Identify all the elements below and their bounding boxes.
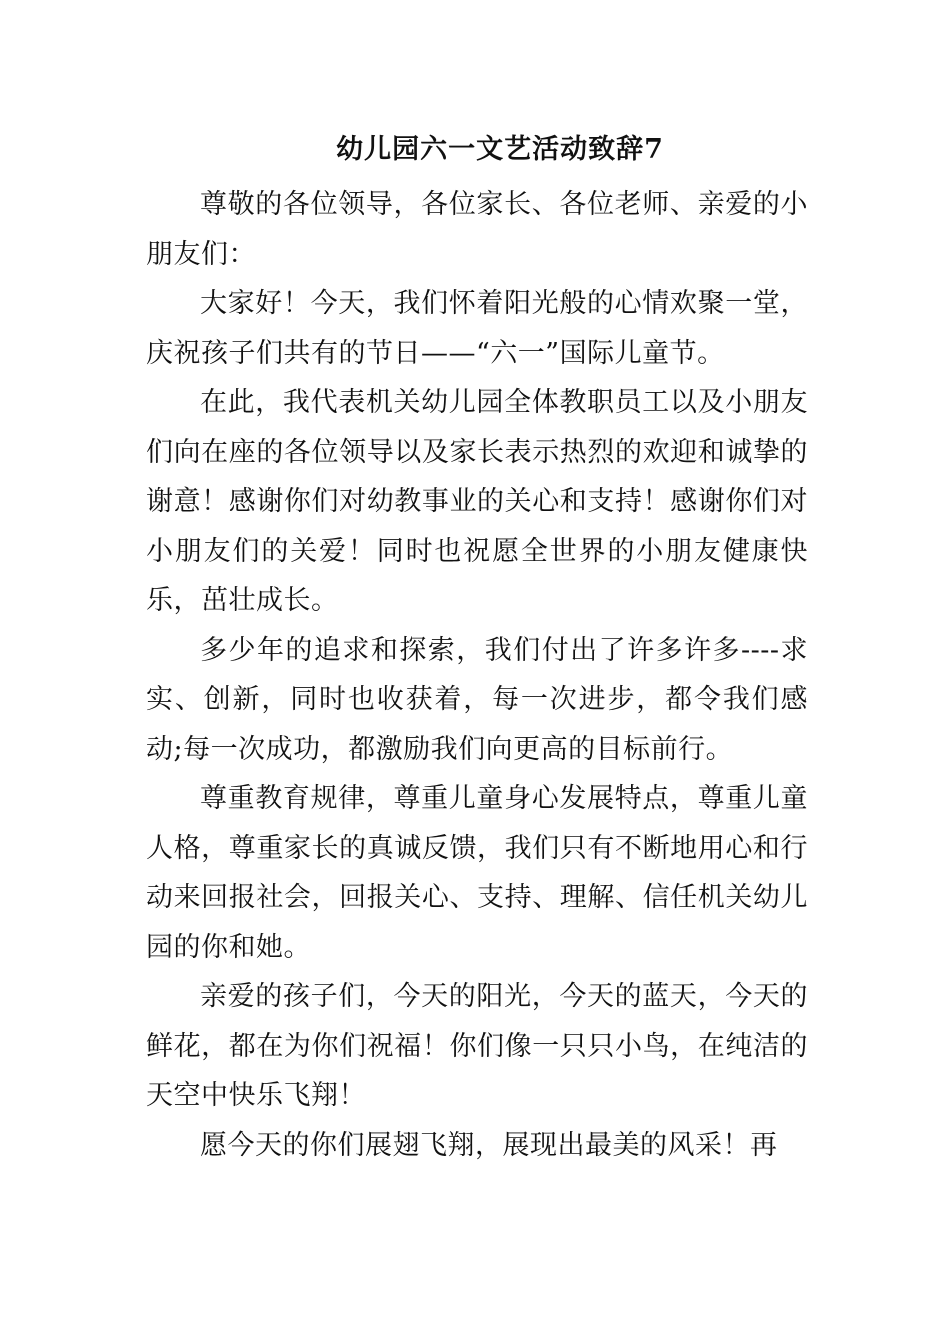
paragraph-respect: 尊重教育规律，尊重儿童身心发展特点，尊重儿童人格，尊重家长的真诚反馈，我们只有不断地用心和行动来回报社会，回报关心、支持、理解、信任机关幼儿园的你和她。 [146,783,808,963]
paragraph-pursuit: 多少年的追求和探索，我们付出了许多许多----求实、创新，同时也收获着，每一次进步，都令我们感动;每一次成功，都激励我们向更高的目标前行。 [146,634,808,765]
paragraph-wishes: 愿今天的你们展翅飞翔，展现出最美的风采！再 [200,1129,778,1161]
paragraph-greeting: 尊敬的各位领导，各位家长、各位老师、亲爱的小朋友们： [146,189,808,270]
document-body [146,180,808,1170]
document-title: 幼儿园六一文艺活动致辞7 [336,134,664,165]
paragraph-welcome: 大家好！今天，我们怀着阳光般的心情欢聚一堂，庆祝孩子们共有的节日——“六一”国际儿童节。 [146,288,808,369]
paragraph-thanks: 在此，我代表机关幼儿园全体教职员工以及小朋友们向在座的各位领导以及家长表示热烈的欢迎和诚挚的谢意！感谢你们对幼教事业的关心和支持！感谢你们对小朋友们的关爱！同时也祝愿全世界的小朋友健康快乐，茁壮成长。 [146,387,808,616]
paragraph-children: 亲爱的孩子们，今天的阳光，今天的蓝天，今天的鲜花，都在为你们祝福！你们像一只只小鸟，在纯洁的天空中快乐飞翔！ [146,981,808,1111]
